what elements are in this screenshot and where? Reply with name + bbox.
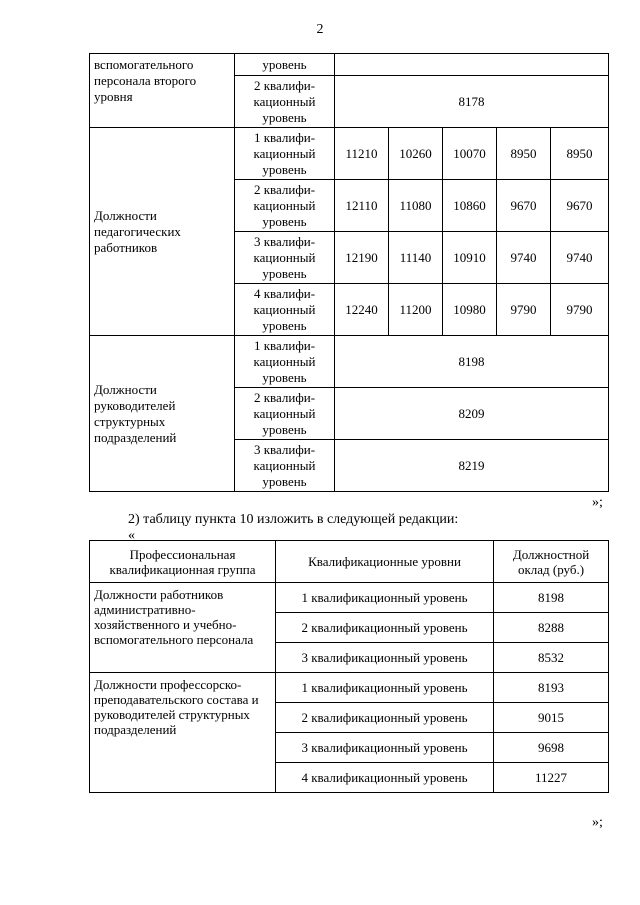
salary-cell: 8950 (497, 128, 551, 180)
salary-cell: 11227 (494, 763, 609, 793)
level-cell: уровень (235, 54, 335, 76)
salary-cell: 12190 (335, 232, 389, 284)
closing-quote-mark: »; (592, 495, 603, 510)
salary-cell: 9790 (551, 284, 609, 336)
salary-cell: 9790 (497, 284, 551, 336)
level-cell: 4 квалифи-кационный уровень (235, 284, 335, 336)
salary-cell: 8193 (494, 673, 609, 703)
salary-cell: 8532 (494, 643, 609, 673)
level-cell: 3 квалификационный уровень (276, 733, 494, 763)
salary-cell: 10980 (443, 284, 497, 336)
salary-cell: 11210 (335, 128, 389, 180)
salary-cell: 9670 (497, 180, 551, 232)
salary-cell: 8950 (551, 128, 609, 180)
salary-cell: 10070 (443, 128, 497, 180)
table-row (90, 336, 609, 388)
level-cell: 1 квалификационный уровень (276, 583, 494, 613)
level-cell: 3 квалифи-кационный уровень (235, 232, 335, 284)
group-name: Должности руководителей структурных подразделений (90, 336, 235, 492)
table-row (90, 54, 609, 76)
salary-cell: 10860 (443, 180, 497, 232)
header-row (90, 541, 609, 583)
salary-merged: 8198 (335, 336, 609, 388)
salary-cell: 12240 (335, 284, 389, 336)
level-cell: 3 квалифи-кационный уровень (235, 440, 335, 492)
level-cell: 2 квалифи-кационный уровень (235, 388, 335, 440)
salary-cell: 12110 (335, 180, 389, 232)
level-cell: 4 квалификационный уровень (276, 763, 494, 793)
group-name: Должности профессорско-преподавательского состава и руководителей структурных подразделений (90, 673, 276, 793)
group-name: Должности педагогических работников (90, 128, 235, 336)
salary-merged (335, 54, 609, 76)
level-cell: 2 квалификационный уровень (276, 613, 494, 643)
level-cell: 1 квалифи-кационный уровень (235, 128, 335, 180)
level-cell: 2 квалифи-кационный уровень (235, 76, 335, 128)
salary-cell: 11080 (389, 180, 443, 232)
salary-cell: 9740 (551, 232, 609, 284)
column-header-salary: Должностной оклад (руб.) (494, 541, 609, 583)
salary-cell: 8198 (494, 583, 609, 613)
column-header-group: Профессиональная квалификационная группа (90, 541, 276, 583)
table-row (90, 583, 609, 613)
salary-cell: 9740 (497, 232, 551, 284)
level-cell: 2 квалифи-кационный уровень (235, 180, 335, 232)
opening-quote-mark: « (128, 528, 135, 543)
salary-cell: 11200 (389, 284, 443, 336)
page-number: 2 (316, 22, 324, 37)
level-cell: 1 квалифи-кационный уровень (235, 336, 335, 388)
salary-merged: 8219 (335, 440, 609, 492)
salary-merged: 8209 (335, 388, 609, 440)
table-row (90, 128, 609, 180)
level-cell: 1 квалификационный уровень (276, 673, 494, 703)
salary-cell: 10260 (389, 128, 443, 180)
salary-cell: 8288 (494, 613, 609, 643)
level-cell: 3 квалификационный уровень (276, 643, 494, 673)
salary-cell: 11140 (389, 232, 443, 284)
salary-table-item-10 (89, 540, 609, 793)
amendment-item-text: 2) таблицу пункта 10 изложить в следующей редакции: (128, 512, 459, 527)
salary-table-continued (89, 53, 609, 492)
column-header-levels: Квалификационные уровни (276, 541, 494, 583)
group-name: Должности работников административно-хозяйственного и учебно-вспомогательного персонала (90, 583, 276, 673)
level-cell: 2 квалификационный уровень (276, 703, 494, 733)
salary-merged: 8178 (335, 76, 609, 128)
salary-cell: 9015 (494, 703, 609, 733)
salary-cell: 10910 (443, 232, 497, 284)
closing-quote-mark: »; (592, 815, 603, 830)
group-name: вспомогательного персонала второго уровня (90, 54, 235, 128)
salary-cell: 9670 (551, 180, 609, 232)
salary-cell: 9698 (494, 733, 609, 763)
table-row (90, 673, 609, 703)
